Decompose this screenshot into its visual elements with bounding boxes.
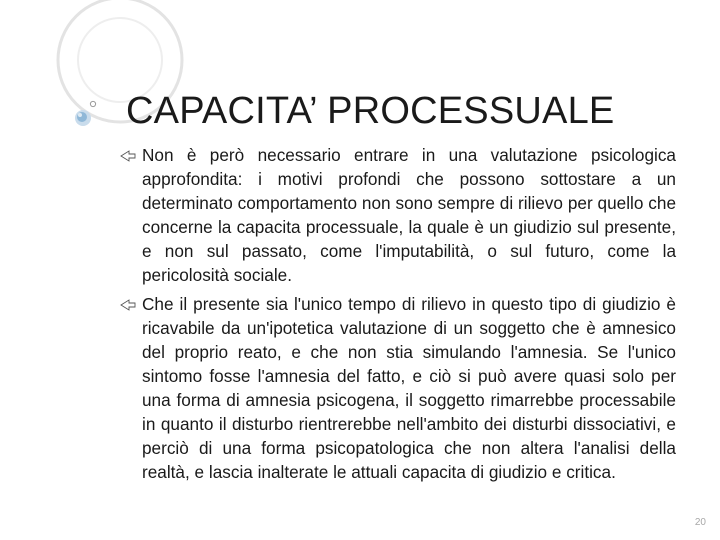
page-number: 20 <box>694 517 706 528</box>
bullet-item <box>120 144 676 287</box>
slide-title: CAPACITA’ PROCESSUALE <box>126 90 615 132</box>
bullet-text: Non è però necessario entrare in una valutazione psicologica approfondita: i motivi profondi che possono sottostare a un determinato comportamento non sono sempre di rilievo per quello che concerne la capacita processuale, la quale è un giudizio sul presente, e non sul passato, come l'imputabilità, o sul futuro, come la pericolosità sociale. <box>142 145 676 285</box>
circle-ornament-icon <box>0 0 200 160</box>
bullet-marker-icon <box>120 299 136 311</box>
bullet-marker-icon <box>120 150 136 162</box>
bullet-item <box>120 293 676 484</box>
bullet-list <box>120 144 676 491</box>
bullet-text: Che il presente sia l'unico tempo di rilievo in questo tipo di giudizio è ricavabile da un'ipotetica valutazione di un soggetto che è amnesico del proprio reato, e che non stia simulando l'amnesia. Se l'unico sintomo fosse l'amnesia del fatto, e ciò si può avere quasi solo per una forma di amnesia psicogena, il soggetto rimarrebbe processabile in quanto il disturbo rientrerebbe nell'ambito dei disturbi dissociativi, e perciò di una forma psicopatologica che non altera l'analisi della realtà, e lascia inalterate le attuali capacita di giudizio e critica. <box>142 294 676 482</box>
